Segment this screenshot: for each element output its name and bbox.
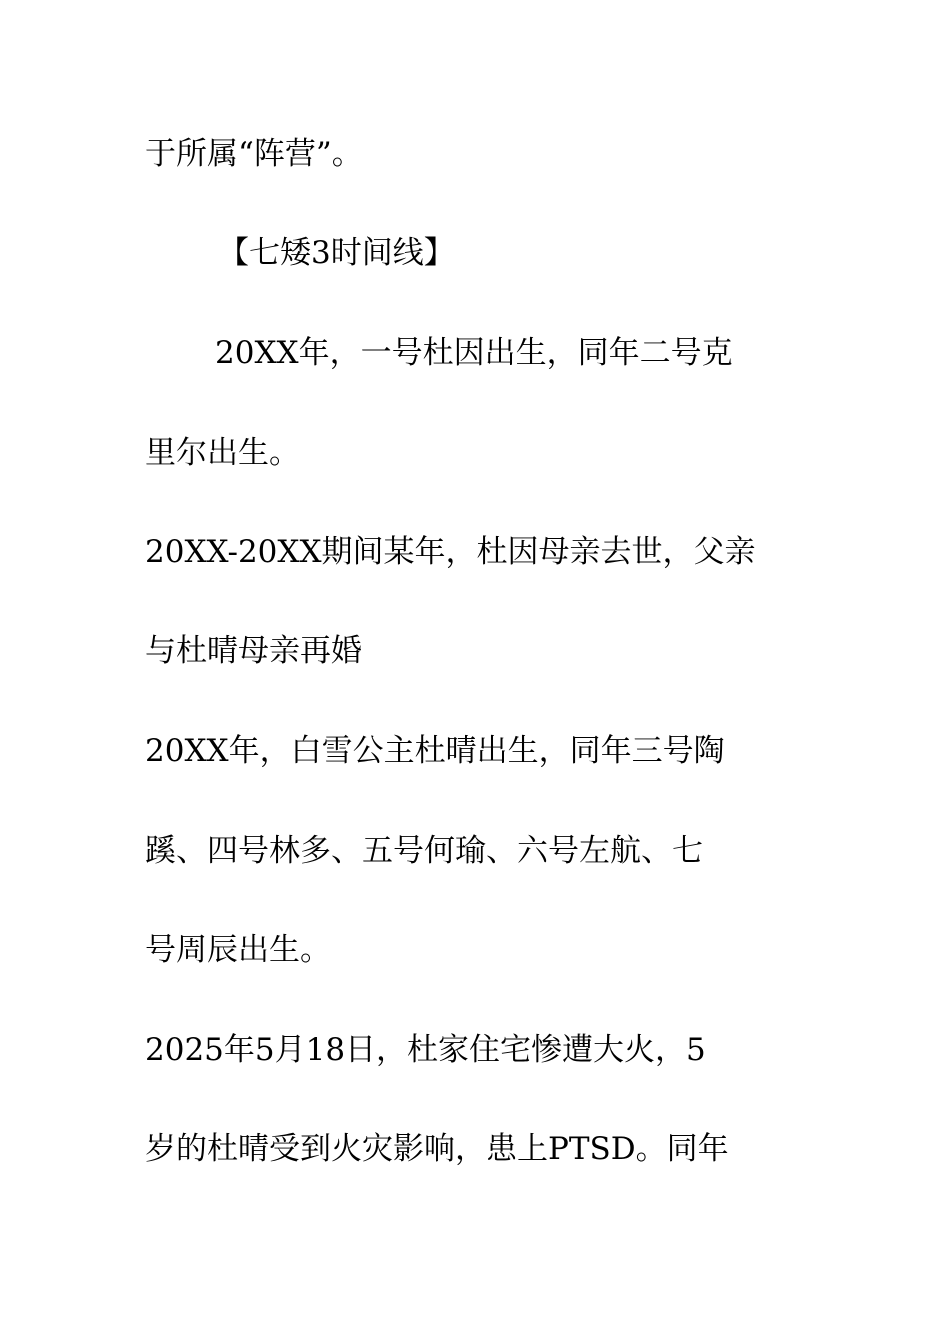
text-line: 2025年5月18日，杜家住宅惨遭大火，5 [145, 1032, 706, 1068]
text-line: 于所属“阵营”。 [145, 136, 363, 172]
text-line: 20XX年，一号杜因出生，同年二号克 [215, 335, 733, 371]
text-line: 20XX-20XX期间某年，杜因母亲去世，父亲 [145, 534, 756, 570]
section-heading: 【七矮3时间线】 [218, 235, 455, 271]
text-line: 20XX年，白雪公主杜晴出生，同年三号陶 [145, 733, 725, 769]
text-line: 里尔出生。 [145, 435, 300, 471]
text-line: 蹊、四号林多、五号何瑜、六号左航、七 [145, 833, 703, 869]
text-line: 号周辰出生。 [145, 932, 331, 968]
text-line: 岁的杜晴受到火灾影响，患上PTSD。同年 [145, 1131, 729, 1167]
text-line: 与杜晴母亲再婚 [145, 633, 362, 669]
